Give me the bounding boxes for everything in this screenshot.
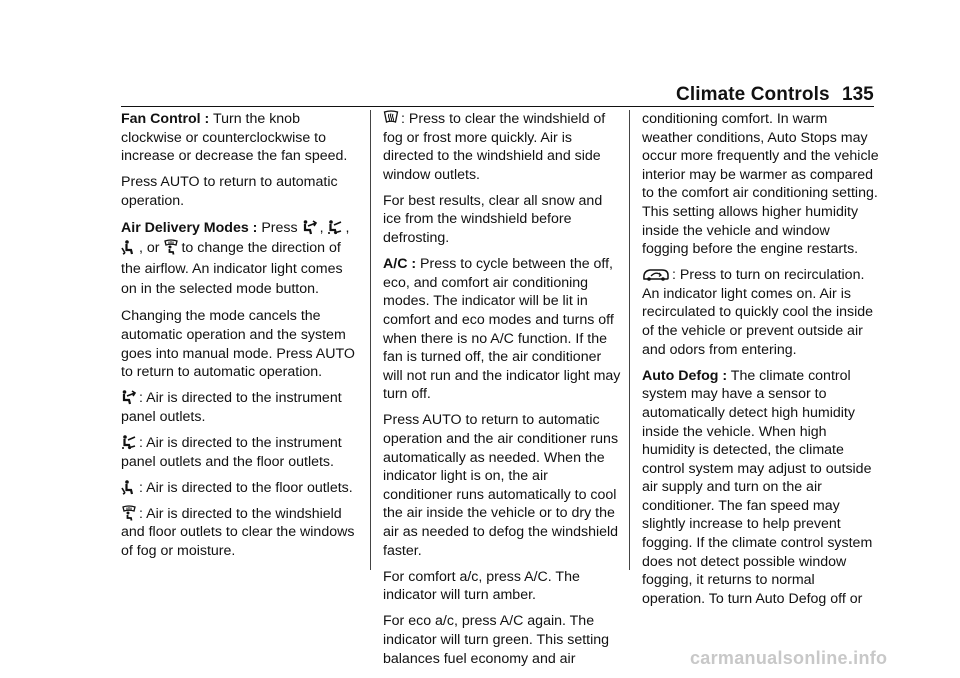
mode-change-paragraph: Changing the mode cancels the automatic operation and the system goes into manual mode. Press AUTO to return to automatic operation. bbox=[121, 308, 355, 381]
defrost-icon bbox=[383, 110, 399, 126]
vent-paragraph bbox=[121, 389, 359, 426]
page-header bbox=[0, 80, 960, 110]
air-delivery-text-b: to change the direction of the airflow. An indicator light comes on in the selected mode button. bbox=[121, 240, 343, 298]
auto-paragraph: Press AUTO to return to automatic operation. bbox=[121, 174, 338, 209]
recirculation-text: : Press to turn on recirculation. An indicator light comes on. Air is recirculated to quickly cool the inside of the vehicle or prevent outside air and odors from entering. bbox=[642, 267, 874, 358]
bilevel-text: : Air is directed to the instrument panel outlets and the floor outlets. bbox=[121, 435, 342, 470]
bilevel-paragraph bbox=[121, 434, 359, 471]
recirculation-paragraph bbox=[642, 266, 880, 359]
floor-paragraph bbox=[121, 479, 359, 498]
floor-mode-icon bbox=[121, 479, 137, 495]
header-rule bbox=[121, 106, 874, 107]
comma: , bbox=[345, 219, 350, 236]
snow-paragraph: For best results, clear all snow and ice from the windshield before defrosting. bbox=[383, 192, 603, 247]
column-divider bbox=[370, 110, 371, 570]
air-delivery-label: Air Delivery Modes : bbox=[121, 219, 258, 236]
comfort-ac-paragraph: For comfort a/c, press A/C. The indicator will turn amber. bbox=[383, 568, 580, 604]
eco-ac-paragraph: For eco a/c, press A/C again. The indicator will turn green. This setting balances fuel economy and air bbox=[383, 613, 610, 667]
defrost-paragraph bbox=[383, 110, 621, 184]
auto-ac-paragraph: Press AUTO to return to automatic operation and the air conditioner runs automatically as needed. When the indicator light is on, the air conditioner runs automatically to cool the air inside the vehicle or to dry the air as needed to defog the windshield faster. bbox=[383, 412, 619, 559]
auto-defog-paragraph bbox=[642, 367, 880, 609]
fan-control-text: Turn the knob clockwise or counterclockwise to increase or decrease the fan speed. bbox=[121, 111, 348, 165]
defrost-text: : Press to clear the windshield of fog or frost more quickly. Air is directed to the windshield and side window outlets. bbox=[383, 111, 606, 183]
auto-defog-text: The climate control system may have a sensor to automatically detect high humidity inside the vehicle. When high humidity is detected, the climate control system may adjust to outside air supply and turn on the air conditioner. The fan speed may slightly increase to help prevent fogging. If the climate control system does not detect possible window fogging, it returns to normal operation. To turn Auto Defog off or bbox=[642, 367, 873, 607]
bilevel-mode-icon bbox=[327, 219, 343, 235]
column-right bbox=[642, 110, 880, 616]
recirculation-icon bbox=[642, 266, 670, 282]
column-left bbox=[121, 110, 359, 568]
ac-label: A/C : bbox=[383, 256, 417, 273]
fan-control-label: Fan Control : bbox=[121, 111, 210, 127]
eco-continued-paragraph: conditioning comfort. In warm weather conditions, Auto Stops may occur more frequently and the vehicle interior may be warmer as compared to the comfort air conditioning setting. This setting allows higher humidity inside the vehicle and window fogging before the engine restarts. bbox=[642, 111, 879, 258]
vent-text: : Air is directed to the instrument panel outlets. bbox=[121, 390, 342, 425]
column-middle bbox=[383, 110, 621, 676]
defog-mode-icon bbox=[121, 505, 137, 521]
page-number: 135 bbox=[842, 84, 874, 105]
air-delivery-paragraph bbox=[121, 218, 359, 300]
ac-paragraph bbox=[383, 255, 621, 404]
bilevel-mode-icon bbox=[121, 434, 137, 450]
or-text: , or bbox=[139, 240, 160, 257]
air-delivery-text-a: Press bbox=[257, 219, 298, 236]
fan-control-paragraph bbox=[121, 110, 359, 166]
ac-text: Press to cycle between the off, eco, and comfort air conditioning modes. The indicator will be lit in comfort and eco modes and turns off when there is no A/C function. If the fan is turned off, the air conditioner will not run and the indicator light may turn off. bbox=[383, 256, 621, 403]
floor-text: : Air is directed to the floor outlets. bbox=[139, 479, 353, 496]
auto-defog-label: Auto Defog : bbox=[642, 367, 728, 384]
vent-mode-icon bbox=[121, 389, 137, 405]
defog-text: : Air is directed to the windshield and floor outlets to clear the windows of fog or moisture. bbox=[121, 505, 355, 559]
section-title: Climate Controls bbox=[676, 84, 830, 105]
defog-paragraph bbox=[121, 505, 359, 561]
comma: , bbox=[319, 219, 324, 236]
floor-mode-icon bbox=[121, 239, 137, 255]
vent-mode-icon bbox=[302, 219, 318, 235]
watermark: carmanualsonline.info bbox=[690, 648, 888, 668]
defog-mode-icon bbox=[163, 239, 179, 255]
column-divider bbox=[629, 110, 630, 570]
